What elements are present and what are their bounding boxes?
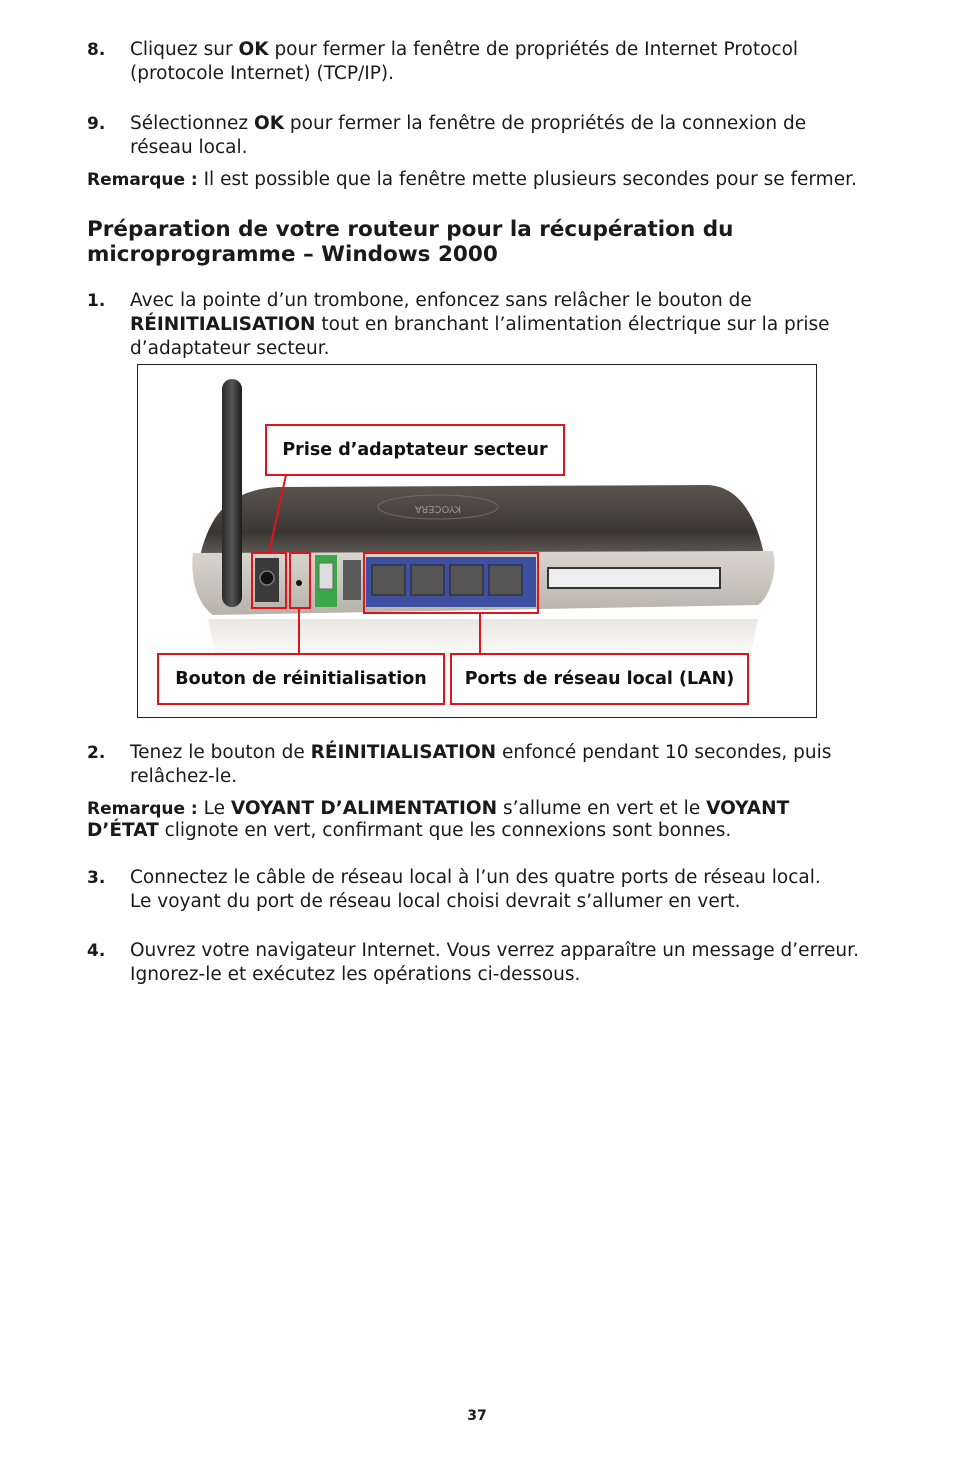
step-number: 2.: [87, 743, 106, 763]
step-text-line: Le voyant du port de réseau local choisi devrait s’allumer en vert.: [130, 891, 741, 912]
step-text: Ouvrez votre navigateur Internet. Vous verrez apparaître un message d’erreur. Ignorez-le et exécutez les opérations ci-dessous.: [130, 940, 859, 985]
step-text-part: Cliquez sur: [130, 39, 239, 60]
step-number: 4.: [87, 941, 106, 961]
page-number: 37: [467, 1408, 487, 1424]
callout-power-adapter: Prise d’adaptateur secteur: [265, 424, 565, 476]
card-slot: [548, 568, 720, 588]
note-bold: VOYANT D’ALIMENTATION: [230, 798, 498, 819]
note-text: Le: [197, 798, 231, 819]
callout-lan-ports: Ports de réseau local (LAN): [450, 653, 749, 705]
step-8: [87, 38, 867, 86]
step-text-part: Tenez le bouton de: [130, 742, 311, 763]
power-jack-hole: [260, 571, 274, 585]
section-heading: Préparation de votre routeur pour la récupération du microprogramme – Windows 2000: [87, 217, 734, 267]
note-text: clignote en vert, confirmant que les connexions sont bonnes.: [158, 820, 732, 841]
step-text: [130, 112, 867, 160]
note-window-closing: [87, 168, 857, 192]
step-text-bold: RÉINITIALISATION: [130, 314, 316, 335]
step-text-part: pour fermer la fenêtre de propriétés de la connexion de réseau local.: [130, 113, 807, 158]
step-text-line: Connectez le câble de réseau local à l’un des quatre ports de réseau local.: [130, 867, 821, 888]
step-text-part: enfoncé pendant 10 secondes, puis relâchez-le.: [130, 742, 832, 787]
step-text: [130, 289, 867, 361]
step-text-part: Sélectionnez: [130, 113, 254, 134]
step-number: 1.: [87, 291, 106, 311]
step-text-part: pour fermer la fenêtre de propriétés de Internet Protocol (protocole Internet) (TCP/IP).: [130, 39, 799, 84]
note-text: s’allume en vert et le: [497, 798, 707, 819]
antenna: [222, 379, 242, 607]
lan-port-3: [450, 565, 483, 595]
lan-port-2: [411, 565, 444, 595]
step-text-part: Avec la pointe d’un trombone, enfoncez sans relâcher le bouton de: [130, 290, 752, 311]
step-4: [87, 939, 867, 987]
lan-port-1: [372, 565, 405, 595]
step-text-part: tout en branchant l’alimentation électrique sur la prise d’adaptateur secteur.: [130, 314, 830, 359]
step-text-bold: OK: [253, 113, 285, 134]
note-text: Il est possible que la fenêtre mette plusieurs secondes pour se fermer.: [197, 169, 857, 190]
step-1: [87, 289, 867, 361]
step-text-bold: OK: [238, 39, 269, 60]
brand-logo: KYOCERA: [414, 503, 462, 514]
reset-hole: [296, 580, 302, 586]
callout-reset-button: Bouton de réinitialisation: [157, 653, 445, 705]
step-number: 9.: [87, 114, 106, 134]
step-number: 3.: [87, 868, 106, 888]
note-label: Remarque :: [87, 799, 198, 819]
note-label: Remarque :: [87, 170, 198, 190]
step-3: [87, 866, 867, 914]
router-figure: [137, 364, 817, 718]
step-number: 8.: [87, 40, 106, 60]
step-9: [87, 112, 867, 160]
lan-port-4: [489, 565, 522, 595]
step-text: [130, 741, 867, 789]
step-2: [87, 741, 867, 789]
usb-port: [319, 563, 333, 589]
note-bold: VOYANT D’ÉTAT: [87, 798, 790, 841]
step-text-bold: RÉINITIALISATION: [310, 742, 497, 763]
step-text: [130, 38, 867, 86]
note-leds: [87, 798, 857, 842]
wan-port: [343, 560, 361, 600]
step-text: [130, 866, 867, 914]
